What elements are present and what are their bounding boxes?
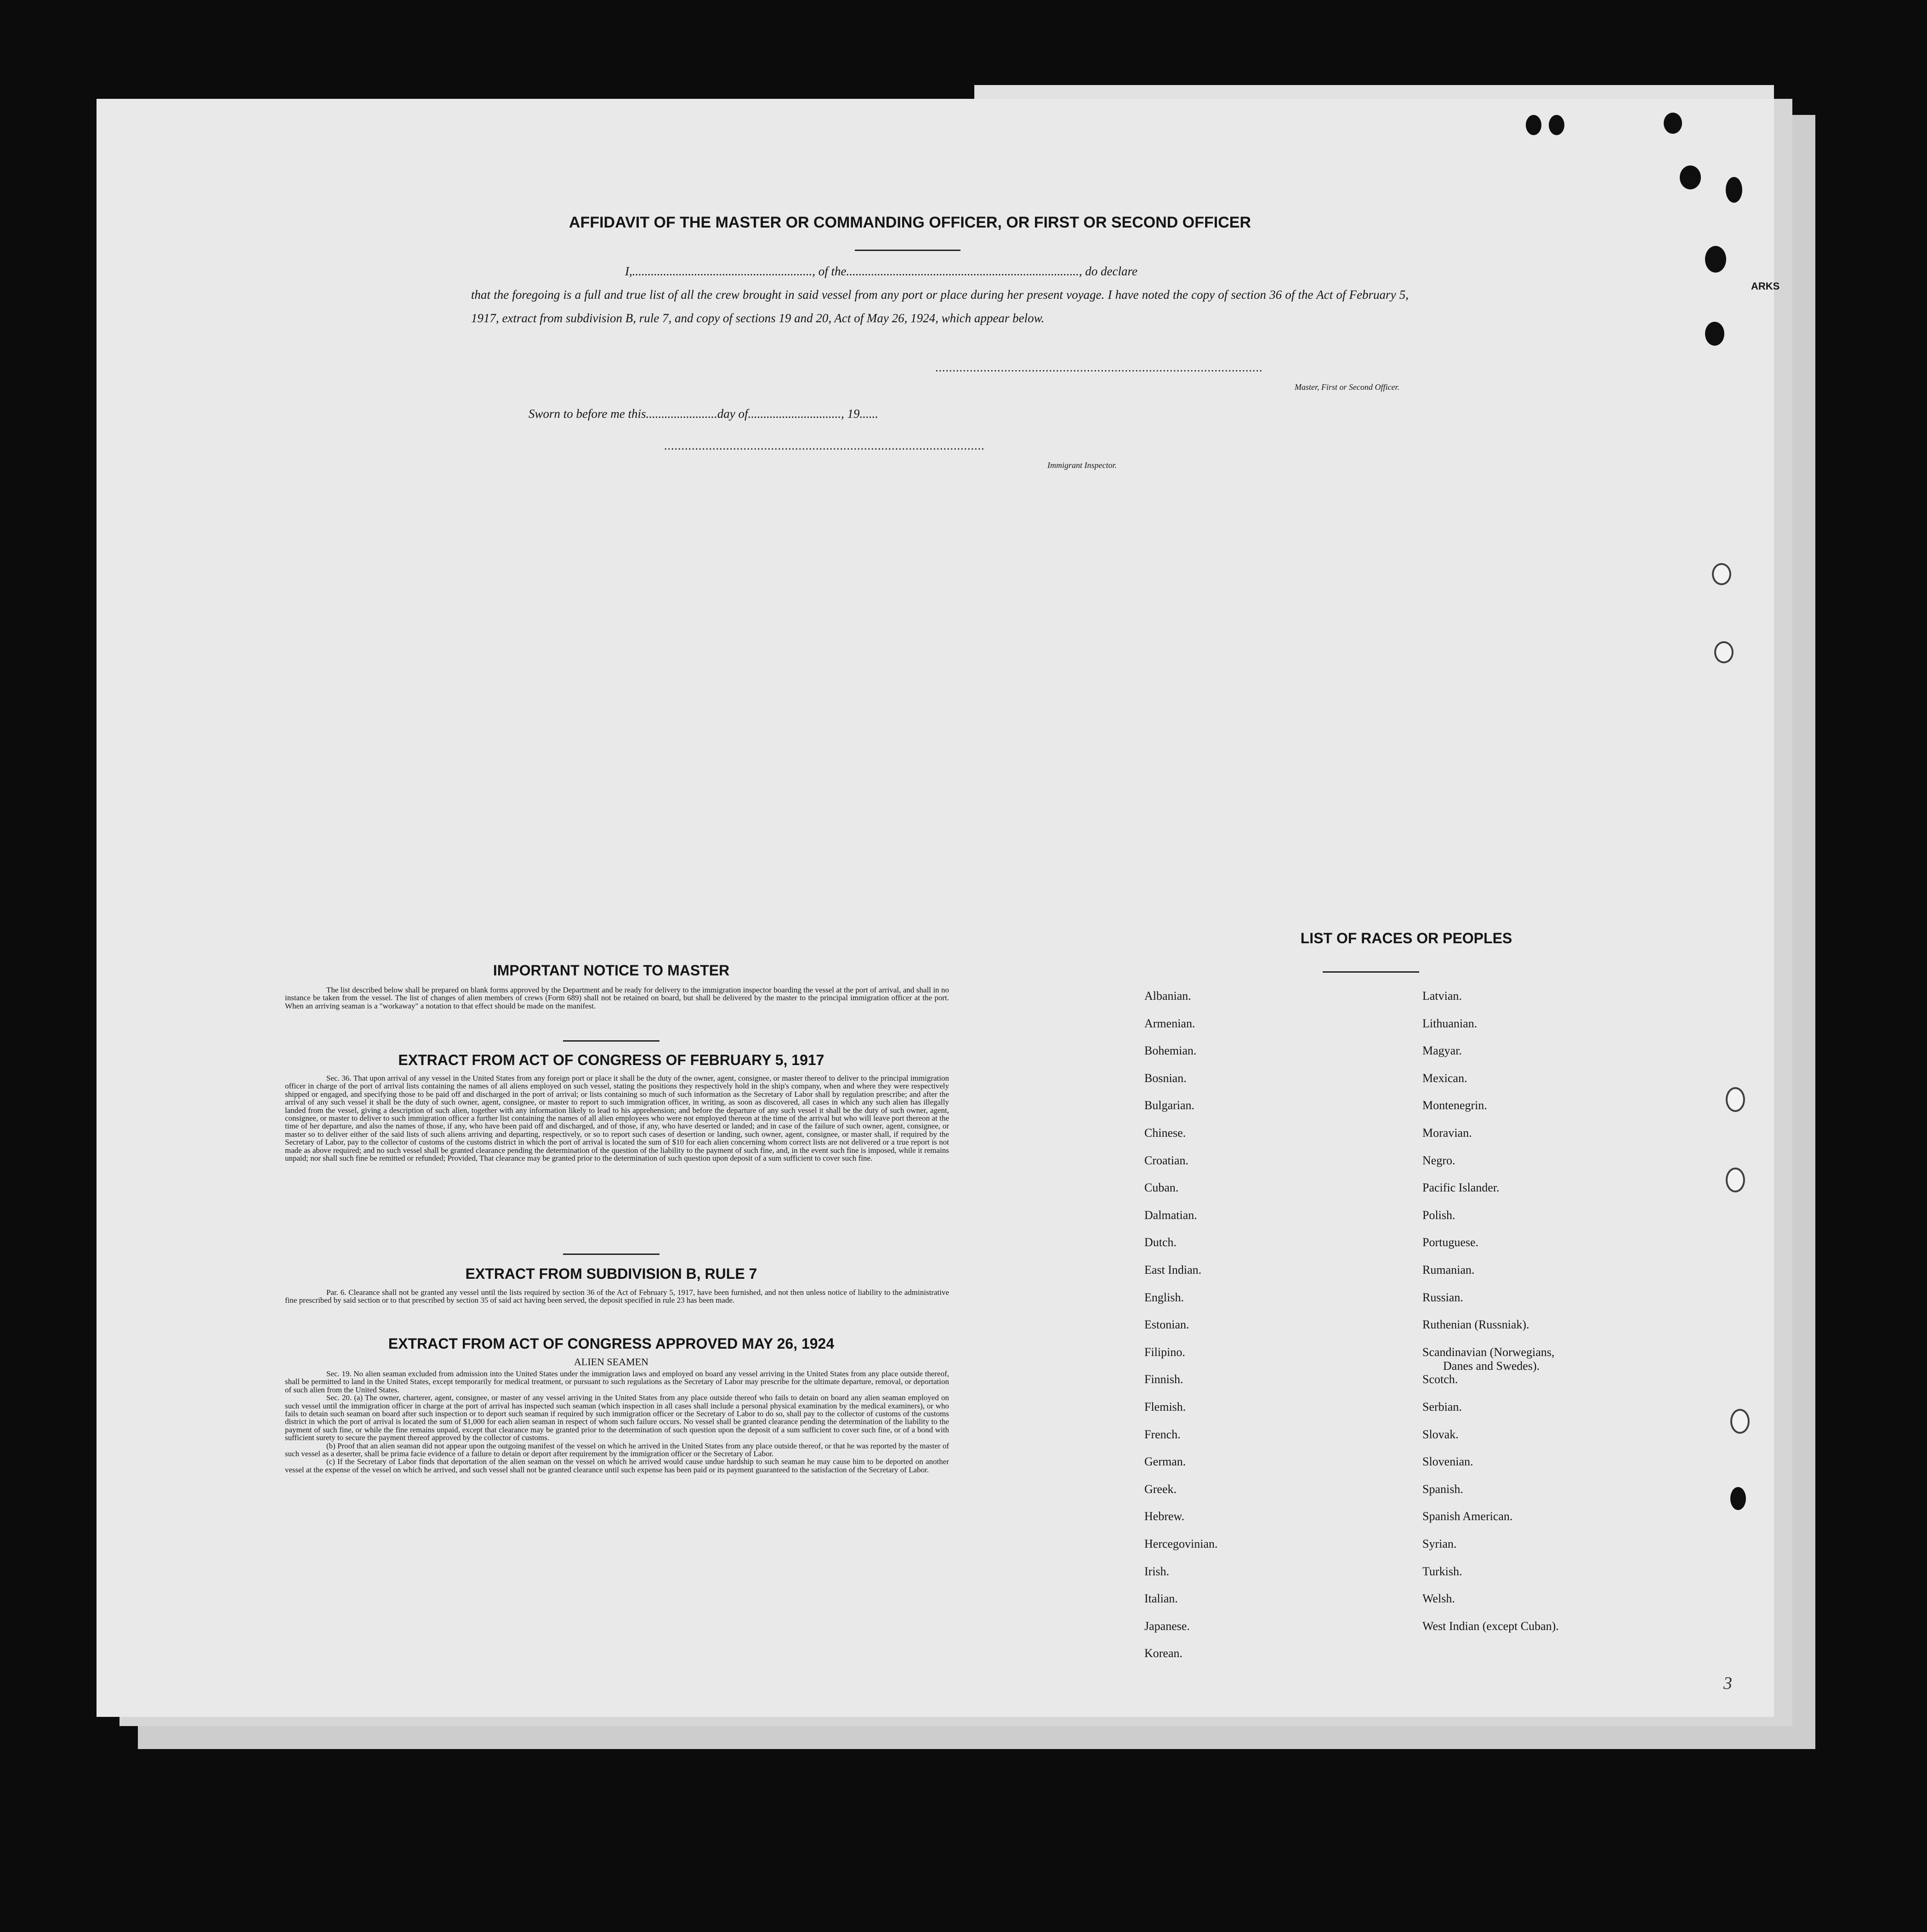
race-item: Montenegrin. [1422,1099,1487,1112]
race-item: English. [1144,1290,1184,1304]
race-item: Flemish. [1144,1400,1186,1413]
form-page [97,99,1780,1717]
race-item: Hebrew. [1144,1510,1185,1523]
section-rule [1323,971,1419,973]
race-item: Portuguese. [1422,1236,1479,1249]
sec19-text: Sec. 19. No alien seaman excluded from admission into the United States under the immigration laws and employed on board any vessel arriving in the United States from any place outside thereof, shall be permitted to land in the United States, except temporarily for medical treatment, or pursuant to such regulations as the Secretary of Labor may prescribe for the ultimate departure, removal, or deportation of such alien from the United States. [285,1369,949,1394]
master-signature-line: ............................................................................................... [935,361,1263,374]
sec20b-text: (b) Proof that an alien seaman did not appear upon the outgoing manifest of the vessel on which he arrived in the United States from any place outside thereof, or that he was reported by the master of such vessel as a deserter, shall be prima facie evidence of a failure to detain or deport after requirement by the immigration officer or the Secretary of Labor. [285,1441,949,1459]
race-item: Ruthenian (Russniak). [1422,1318,1529,1332]
act-1924-subtitle: ALIEN SEAMEN [574,1356,648,1368]
notice-text: The list described below shall be prepared on blank forms approved by the Department and be ready for delivery to the immigration inspector boarding the vessel at the port of arrival, and shall in no instance be taken from the vessel. The list of changes of alien members of crews (Form 689) shall not be retained on board, but shall be delivered by the master to the principal immigration officer at the port. When an arriving seaman is a "workaway" a notation to that effect should be made on the manifest. [285,986,949,1010]
binder-hole [1680,165,1701,189]
page-mark: 3 [1723,1674,1732,1693]
race-item: Syrian. [1422,1537,1457,1550]
notice-title: IMPORTANT NOTICE TO MASTER [493,962,730,979]
race-item: German. [1144,1455,1186,1469]
race-item: Armenian. [1144,1016,1195,1030]
affidavit-text [471,260,1409,330]
race-item: Bulgarian. [1144,1099,1195,1112]
binder-hole [1730,1409,1750,1434]
inspector-signature-label: Immigrant Inspector. [1047,461,1117,470]
rule7-title: EXTRACT FROM SUBDIVISION B, RULE 7 [465,1265,757,1282]
binder-hole [1526,115,1541,135]
binder-hole [1726,177,1742,203]
race-item: Scandinavian (Norwegians, [1422,1345,1555,1359]
race-item: Greek. [1144,1482,1177,1496]
race-item: Magyar. [1422,1044,1462,1058]
race-item: Japanese. [1144,1619,1190,1633]
affidavit-body: that the foregoing is a full and true list of all the crew brought in said vessel from any port or place during her present voyage. I have noted the copy of section 36 of the Act of February 5, 1917, extract from subdivision B, rule 7, and copy of sections 19 and 20, Act of May 26, 1924, which appear below. [471,288,1409,325]
race-item: East Indian. [1144,1263,1202,1277]
act-1917-text: Sec. 36. That upon arrival of any vessel in the United States from any foreign port or place it shall be the duty of the owner, agent, consignee, or master thereof to deliver to the principal immigration officer in charge of the port of arrival lists containing the names of all aliens employed on such vessel, stating the positions they respectively hold in the ship's company, when and where they were respectively shipped or engaged, and specifying those to be paid off and discharged in the port of arrival; or lists containing so much of such information as the Secretary of Labor shall by regulation prescribe; and after the arrival of any such vessel it shall be the duty of such owner, agent, consignee, or master to report to such immigration officer, in writing, as soon as discovered, all cases in which any such alien has illegally landed from the vessel, giving a description of such alien, together with any information likely to lead to his apprehension; and before the departure of any such vessel it shall be the duty of such owner, agent, consignee, or master to deliver to such immigration officer a further list containing the names of all alien employees who were not employed thereon at the time of the arrival but who will leave port thereon at the time of her departure, and also the names of those, if any, who have been paid off and discharged, and of those, if any, who have deserted or landed; and in case of the failure of such owner, agent, consignee, or master so to deliver either of the said lists of such aliens arriving and departing, respectively, or so to report such cases of desertion or landing, such owner, agent, consignee, or master shall, if required by the Secretary of Labor, pay to the collector of customs of the customs district in which the port of arrival is located the sum of $10 for each alien concerning whom correct lists are not delivered or a true report is not made as above required; and no such vessel shall be granted clearance pending the determination of the question of the liability to the payment of such fine, and, in the event such fine is imposed, while it remains unpaid; nor shall such fine be remitted or refunded; Provided, That clearance may be granted prior to the determination of such question upon deposit of a sum sufficient to cover such fine. [285,1074,949,1163]
race-item: Chinese. [1144,1126,1186,1140]
race-item: Dutch. [1144,1236,1177,1249]
race-item: Cuban. [1144,1181,1179,1195]
race-item: Welsh. [1422,1592,1455,1606]
race-item: Spanish. [1422,1482,1463,1496]
affidavit-title: AFFIDAVIT OF THE MASTER OR COMMANDING OFFICER, OR FIRST OR SECOND OFFICER [569,214,1251,231]
race-item: West Indian (except Cuban). [1422,1619,1559,1633]
race-item: Lithuanian. [1422,1016,1478,1030]
sworn-line: Sworn to before me this.......................day of.............................., 19...... [529,407,878,421]
race-item: Rumanian. [1422,1263,1475,1277]
race-item: Estonian. [1144,1318,1189,1332]
master-signature-label: Master, First or Second Officer. [1295,382,1399,392]
binder-hole [1712,563,1731,585]
binder-hole [1705,246,1726,273]
race-item: Bohemian. [1144,1044,1197,1058]
binder-hole [1730,1487,1746,1510]
race-item: Pacific Islander. [1422,1181,1500,1195]
race-item: Irish. [1144,1564,1170,1578]
act-1924-title: EXTRACT FROM ACT OF CONGRESS APPROVED MAY 26, 1924 [388,1335,835,1352]
binder-hole [1664,113,1682,134]
binder-hole [1549,115,1564,135]
title-rule [855,250,961,251]
race-item: Spanish American. [1422,1510,1513,1523]
races-title: LIST OF RACES OR PEOPLES [1300,930,1512,946]
sec20a-text: Sec. 20. (a) The owner, charterer, agent, consignee, or master of any vessel arriving in the United States from any place outside thereof who fails to detain on board any alien seaman employed on such vessel until the immigration officer in charge at the port of arrival has inspected such seaman (which inspection in all cases shall include a personal physical examination by the medical examiners), or who fails to detain such seaman on board after such inspection or to deport such seaman if required by such immigration officer or the Secretary of Labor to do so, shall pay to the collector of customs of the customs district in which the port of arrival is located the sum of $1,000 for each alien seaman in respect of whom such failure occurs. No vessel shall be granted clearance pending the determination of the liability to the payment of such fine, or while the fine remains unpaid, except that clearance may be granted prior to the determination of such question upon the deposit of a sum sufficient to cover such fine, or of a bond with sufficient surety to secure the payment thereof approved by the collector of customs. [285,1393,949,1442]
race-item: Danes and Swedes). [1443,1359,1540,1373]
section-rule [563,1040,659,1042]
race-item: Hercegovinian. [1144,1537,1218,1550]
race-item: Mexican. [1422,1071,1467,1085]
race-item: Russian. [1422,1290,1463,1304]
binder-hole [1705,322,1724,346]
race-item: Finnish. [1144,1373,1183,1386]
race-item: Croatian. [1144,1153,1189,1167]
section-rule [563,1254,659,1255]
declaration-line: I,.........................................................., of the..........................................................................., do declare [625,264,1137,278]
race-item: Serbian. [1422,1400,1462,1413]
race-item: French. [1144,1427,1181,1441]
race-item: Moravian. [1422,1126,1472,1140]
act-1924-body [285,1370,949,1474]
rule7-text: Par. 6. Clearance shall not be granted any vessel until the lists required by section 36 of the Act of February 5, 1917, have been furnished, and not then unless notice of liability to the administrative fine prescribed by said section or to that prescribed by section 35 of said act having been served, the deposit specified in rule 23 has been made. [285,1288,949,1305]
race-item: Korean. [1144,1647,1183,1660]
inspector-signature-line: ............................................................................................. [664,439,985,452]
binder-hole [1726,1087,1745,1112]
race-item: Filipino. [1144,1345,1185,1359]
race-item: Slovak. [1422,1427,1459,1441]
race-item: Scotch. [1422,1373,1458,1386]
race-item: Negro. [1422,1153,1455,1167]
race-item: Turkish. [1422,1564,1462,1578]
race-item: Bosnian. [1144,1071,1187,1085]
race-item: Dalmatian. [1144,1208,1197,1222]
race-item: Polish. [1422,1208,1455,1222]
binder-hole [1714,641,1734,663]
act-1917-title: EXTRACT FROM ACT OF CONGRESS OF FEBRUARY 5, 1917 [398,1052,824,1068]
binder-hole [1726,1168,1745,1192]
race-item: Italian. [1144,1592,1178,1606]
race-item: Albanian. [1144,989,1191,1003]
race-item: Latvian. [1422,989,1462,1003]
race-item: Slovenian. [1422,1455,1473,1469]
remarks-fragment: ARKS [1751,280,1780,292]
sec20c-text: (c) If the Secretary of Labor finds that deportation of the alien seaman on the vessel on which he arrived would cause undue hardship to such seaman he may cause him to be deported on another vessel at the expense of the vessel on which he arrived, and such vessel shall not be granted clearance until such expense has been paid or its payment guaranteed to the satisfaction of the Secretary of Labor. [285,1457,949,1474]
